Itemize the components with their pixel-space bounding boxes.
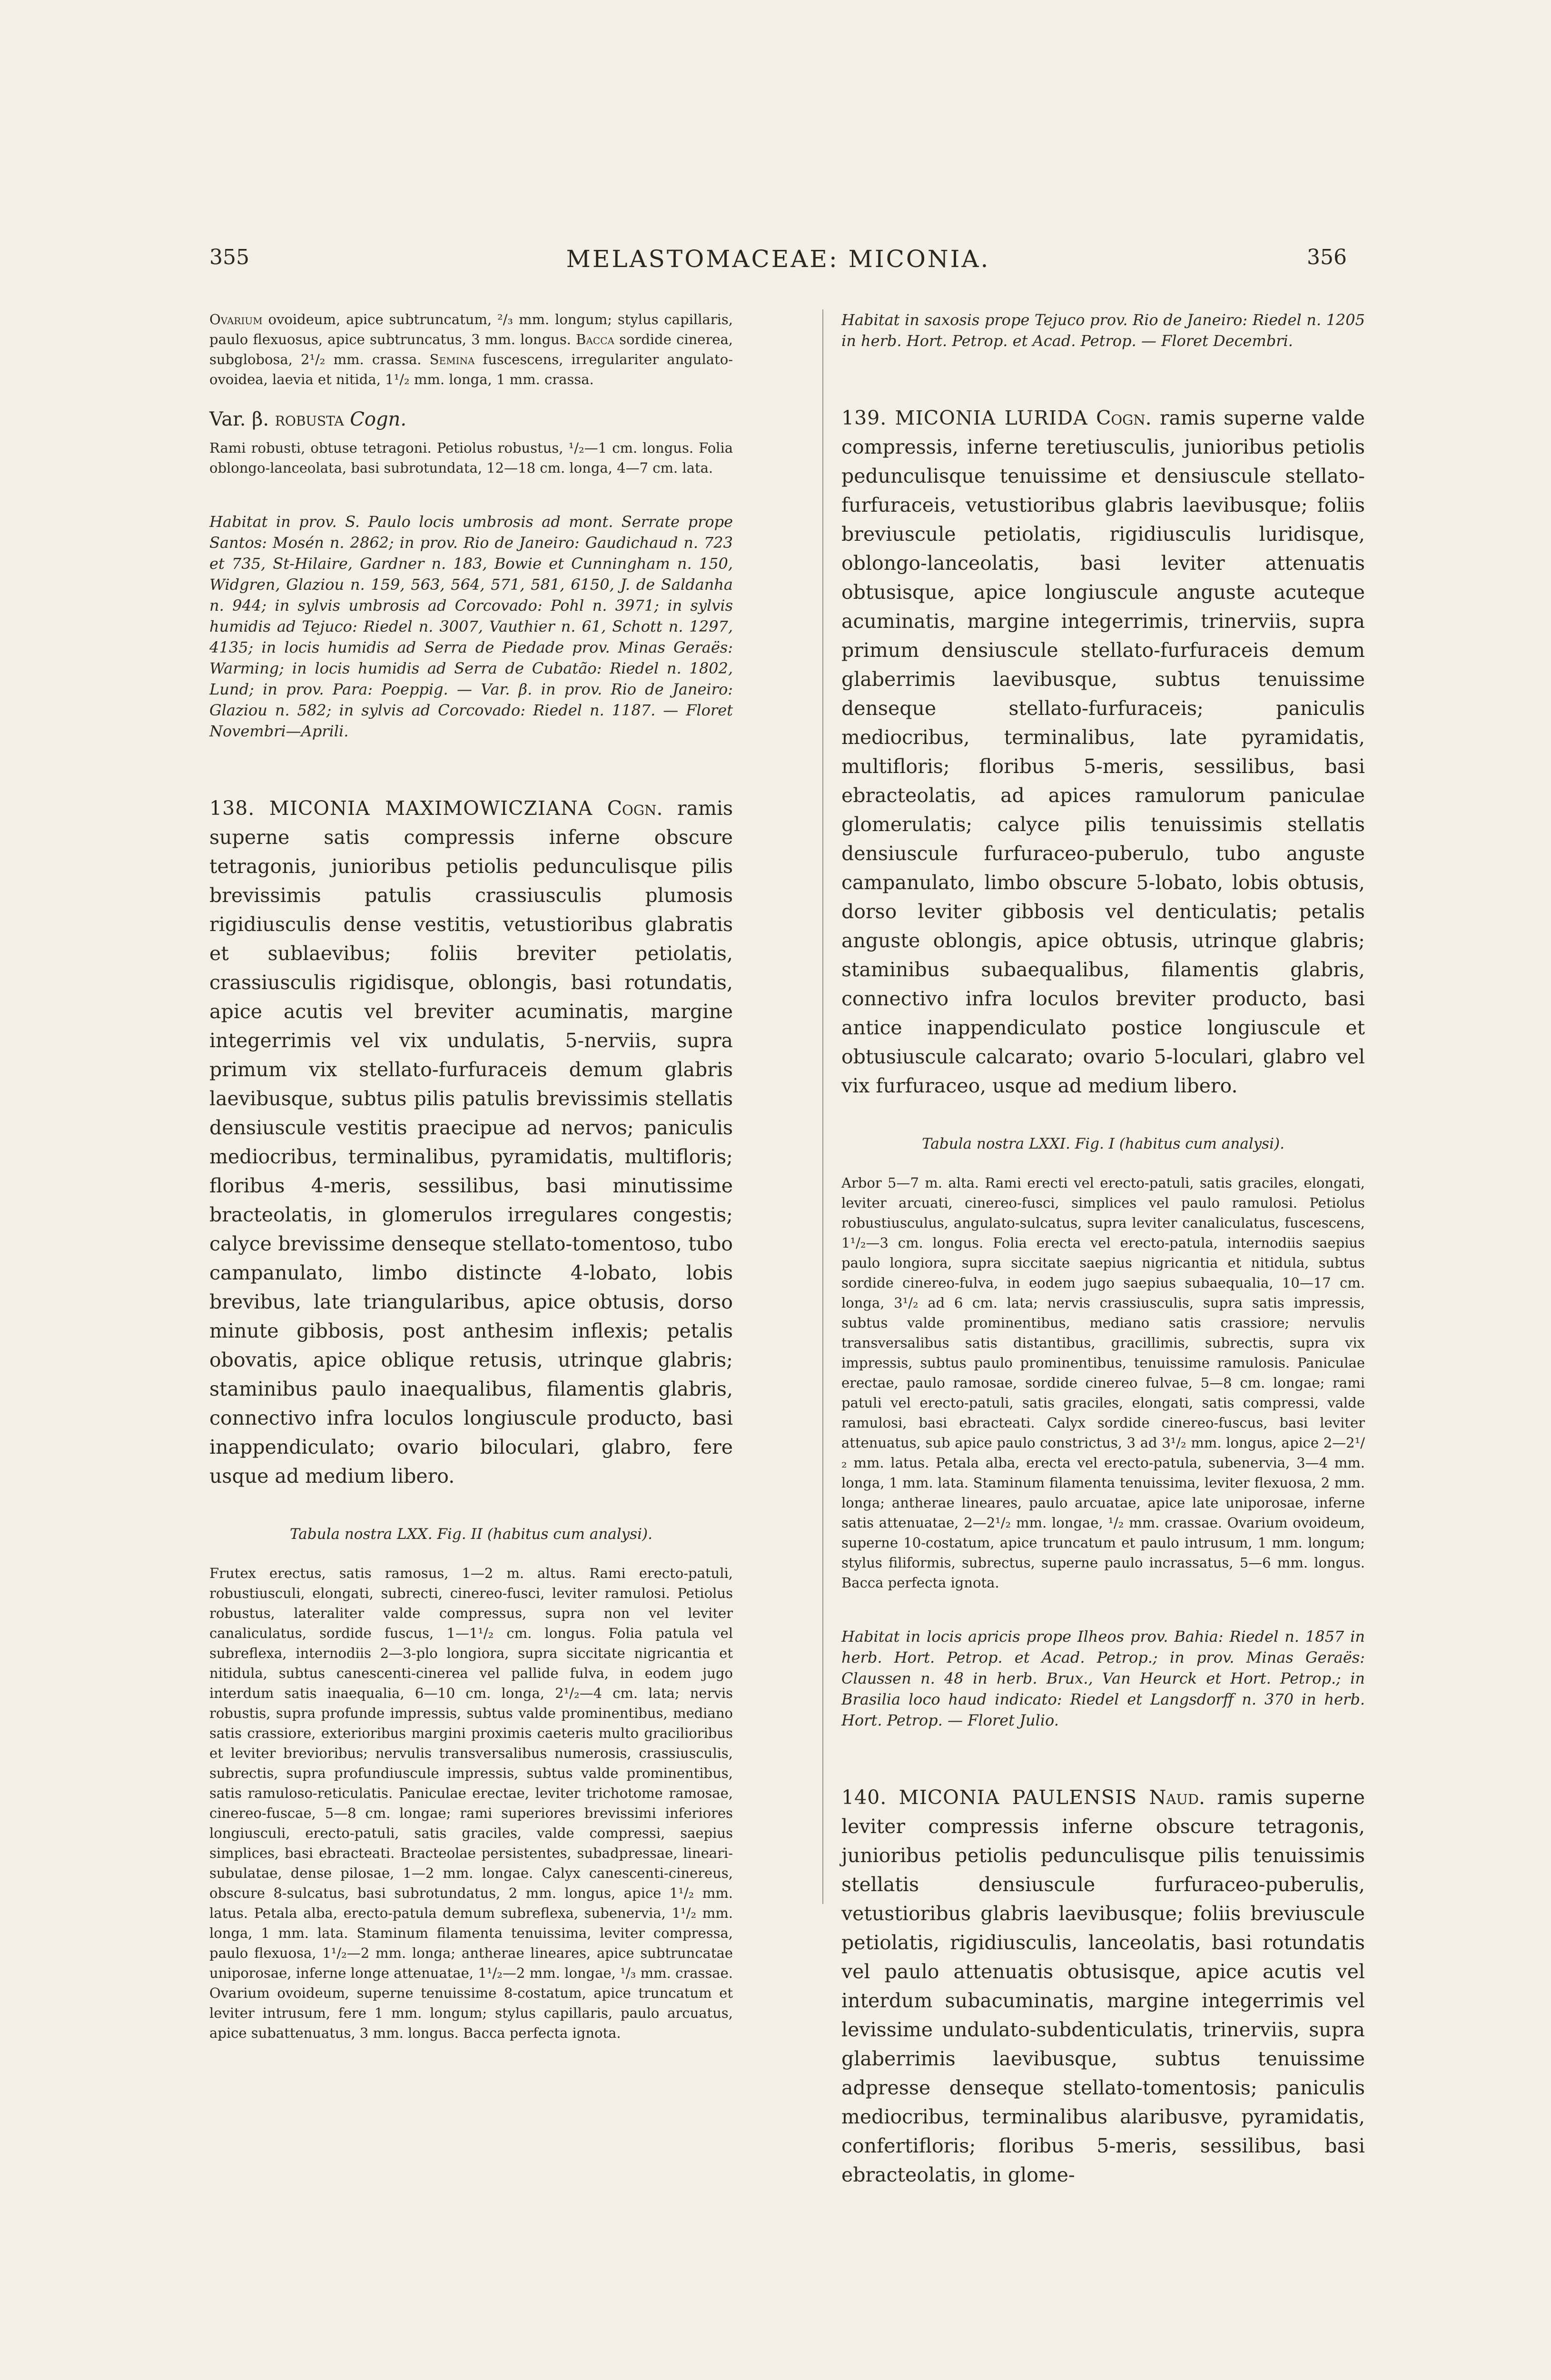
species-139-author: Cogn. <box>1096 407 1152 429</box>
species-138-text: ramis superne satis compressis inferne obscure tetragonis, junioribus petiolis pedunculisque pilis brevissimis patulis crassiusculis plumosis rigidiusculis dense vestitis, vetustioribus glabratis et sublaevibus; foliis breviter petiolatis, crassiusculis rigidisque, oblongis, basi rotundatis, apice acutis vel breviter acuminatis, margine integerrimis vel vix undulatis, 5-nerviis, supra primum vix stellato-furfuraceis demum glabris laevibusque, subtus pilis patulis brevissimis stellatis densiuscule vestitis praecipue ad nervos; paniculis mediocribus, terminalibus, pyramidatis, multifloris; floribus 4-meris, sessilibus, basi minutissime bracteolatis, in glomerulos irregulares congestis; calyce brevissime denseque stellato-tomentoso, tubo campanulato, limbo distincte 4-lobato, lobis brevibus, late triangularibus, apice obtusis, dorso minute gibbosis, post anthesim inflexis; petalis obovatis, apice oblique retusis, utrinque glabris; staminibus paulo inaequalibus, filamentis glabris, connectivo infra loculos longiuscule producto, basi inappendiculato; ovario biloculari, glabro, fere usque ad medium libero. <box>209 797 733 1488</box>
term-ovarium: Ovarium <box>209 311 263 327</box>
variety-description: Rami robusti, obtuse tetragoni. Petiolus robustus, ¹/₂—1 cm. longus. Folia oblongo-lanceolata, basi subrotundata, 12—18 cm. longa, 4—7 cm. lata. <box>209 440 733 476</box>
species-140-diagnosis <box>841 1783 1365 2190</box>
page-header <box>209 245 1347 283</box>
species-139-text: ramis superne valde compressis, inferne teretiusculis, junioribus petiolis pedunculisque tenuissime et densiuscule stellato-furfuraceis, vetustioribus glabris laevibusque; foliis breviuscule petiolatis, rigidiusculis luridisque, oblongo-lanceolatis, basi leviter attenuatis obtusisque, apice longiuscule anguste acuteque acuminatis, margine integerrimis, trinerviis, supra primum densiuscule stellato-furfuraceis demum glaberrimis laevibusque, subtus tenuissime denseque stellato-furfuraceis; paniculis mediocribus, terminalibus, late pyramidatis, multifloris; floribus 5-meris, sessilibus, basi ebracteolatis, ad apices ramulorum paniculae glomerulatis; calyce pilis tenuissimis stellatis densiuscule furfuraceo-puberulo, tubo anguste campanulato, limbo obscure 5-lobato, lobis obtusis, dorso leviter gibbosis vel denticulatis; petalis anguste oblongis, apice obtusis, utrinque glabris; staminibus subaequalibus, filamentis glabris, connectivo infra loculos breviter producto, basi antice inappendiculato postice longiuscule et obtusiuscule calcarato; ovario 5-loculari, glabro vel vix furfuraceo, usque ad medium libero. <box>841 407 1365 1097</box>
species-139-diagnosis <box>841 404 1365 1101</box>
species-139-plate-reference: Tabula nostra LXXI. Fig. I (habitus cum analysi). <box>922 1135 1284 1152</box>
variety-heading <box>209 408 733 430</box>
variety-author: Cogn. <box>350 408 407 430</box>
variety-label: Var. β. <box>209 408 269 430</box>
ovarium-paragraph <box>209 309 733 389</box>
species-140-number: 140. <box>841 1786 887 1809</box>
text-semina: fuscescens, irregulariter angulato-ovoidea, laevia et nitida, 1¹/₂ mm. longa, 1 mm. crassa. <box>209 351 733 387</box>
species-138-plate-reference: Tabula nostra LXX. Fig. II (habitus cum analysi). <box>290 1526 652 1543</box>
species-138-number: 138. <box>209 797 255 820</box>
species-138-diagnosis <box>209 794 733 1491</box>
habitat-top-paragraph: Habitat in saxosis prope Tejuco prov. Rio de Janeiro: Riedel n. 1205 in herb. Hort. Petrop. et Acad. Petrop. — Floret Decembri. <box>841 311 1365 350</box>
species-138-author: Cogn. <box>607 797 663 820</box>
species-138-name: MICONIA MAXIMOWICZIANA <box>269 797 593 820</box>
term-bacca: Bacca <box>576 331 614 347</box>
left-column <box>209 309 733 2043</box>
species-139-description: Arbor 5—7 m. alta. Rami erecti vel erecto-patuli, satis graciles, elongati, leviter arcuati, cinereo-fusci, simplices vel paulo ramulosi. Petiolus robustiusculus, angulato-sulcatus, supra leviter canaliculatus, fuscescens, 1¹/₂—3 cm. longus. Folia erecta vel erecto-patula, internodiis saepius paulo longiora, supra siccitate saepius nigricantia et nitidula, subtus sordide cinereo-fulva, in eodem jugo saepius subaequalia, 10—17 cm. longa, 3¹/₂ ad 6 cm. lata; nervis crassiusculis, supra satis impressis, subtus valde prominentibus, mediano satis crassiore; nervulis transversalibus satis distantibus, gracillimis, subrectis, supra vix impressis, subtus paulo prominentibus, tenuissime ramulosis. Paniculae erectae, paulo ramosae, sordide cinereo fulvae, 5—8 cm. longae; rami patuli vel erecto-patuli, satis graciles, elongati, satis compressi, valde ramulosi, basi ebracteati. Calyx sordide cinereo-fuscus, basi leviter attenuatus, sub apice paulo constrictus, 3 ad 3¹/₂ mm. longus, apice 2—2¹/₂ mm. latus. Petala alba, erecta vel erecto-patula, subenervia, 3—4 mm. longa, 1 mm. lata. Staminum filamenta tenuissima, leviter flexuosa, 2 mm. longa; antherae lineares, paulo arcuatae, apice late uniporosae, inferne satis attenuatae, 2—2¹/₂ mm. longae, ¹/₂ mm. crassae. Ovarium ovoideum, superne 10-costatum, apice truncatum et paulo intrusum, 1 mm. longum; stylus filiformis, subrectus, superne paulo incrassatus, 5—6 mm. longus. Bacca perfecta ignota. <box>841 1175 1365 1591</box>
habitat-paragraph: Habitat in prov. S. Paulo locis umbrosis ad mont. Serrate prope Santos: Mosén n. 2862; in prov. Rio de Janeiro: Gaudichaud n. 723 et 735, St-Hilaire, Gardner n. 183, Bowie et Cunningham n. 150, Widgren, Glaziou n. 159, 563, 564, 571, 581, 6150, J. de Saldanha n. 944; in sylvis umbrosis ad Corcovado: Pohl n. 3971; in sylvis humidis ad Tejuco: Riedel n. 3007, Vauthier n. 61, Schott n. 1297, 4135; in locis humidis ad Serra de Piedade prov. Minas Geraës: Warming; in locis humidis ad Serra de Cubatão: Riedel n. 1802, Lund; in prov. Para: Poeppig. — Var. β. in prov. Rio de Janeiro: Glaziou n. 582; in sylvis ad Corcovado: Riedel n. 1187. — Floret Novembri—Aprili. <box>209 513 733 740</box>
species-139-name: MICONIA LURIDA <box>895 407 1088 429</box>
page-number-right: 356 <box>1307 245 1347 269</box>
text-bacca: sordide cinerea, subglobosa, 2¹/₂ mm. crassa. <box>209 331 733 367</box>
term-semina: Semina <box>429 351 475 367</box>
species-140-name: MICONIA PAULENSIS <box>899 1786 1137 1809</box>
running-title: MELASTOMACEAE: MICONIA. <box>566 245 990 273</box>
page-number-left: 355 <box>209 245 249 269</box>
species-140-author: Naud. <box>1149 1786 1205 1809</box>
column-divider <box>822 309 823 1904</box>
species-139-habitat: Habitat in locis apricis prope Ilheos prov. Bahia: Riedel n. 1857 in herb. Hort. Petrop. et Acad. Petrop.; in prov. Minas Geraës: Claussen n. 48 in herb. Brux., Van Heurck et Hort. Petrop.; in Brasilia loco haud indicato: Riedel et Langsdorff n. 370 in herb. Hort. Petrop. — Floret Julio. <box>841 1627 1365 1729</box>
species-138-description: Frutex erectus, satis ramosus, 1—2 m. altus. Rami erecto-patuli, robustiusculi, elongati, subrecti, cinereo-fusci, leviter ramulosi. Petiolus robustus, lateraliter valde compressus, supra non vel leviter canaliculatus, sordide fuscus, 1—1¹/₂ cm. longus. Folia patula vel subreflexa, internodiis 2—3-plo longiora, supra siccitate nigricantia et nitidula, subtus canescenti-cinerea vel pallide fulva, in eodem jugo interdum satis inaequalia, 6—10 cm. longa, 2¹/₂—4 cm. lata; nervis robustis, supra profunde impressis, subtus valde prominentibus, mediano satis crassiore, exterioribus margini proximis caeteris multo gracilioribus et leviter brevioribus; nervulis transversalibus numerosis, crassiusculis, subrectis, supra profundiuscule impressis, subtus valde prominentibus, satis ramuloso-reticulatis. Paniculae erectae, leviter trichotome ramosae, cinereo-fuscae, 5—8 cm. longae; rami superiores brevissimi inferiores longiusculi, erecto-patuli, satis graciles, valde compressi, saepius simplices, basi ebracteati. Bracteolae persistentes, subadpressae, lineari-subulatae, dense pilosae, 1—2 mm. longae. Calyx canescenti-cinereus, obscure 8-sulcatus, basi subrotundatus, 2 mm. longus, apice 1¹/₂ mm. latus. Petala alba, erecto-patula demum subreflexa, subenervia, 1¹/₂ mm. longa, 1 mm. lata. Staminum filamenta tenuissima, leviter compressa, paulo flexuosa, 1¹/₂—2 mm. longa; antherae lineares, apice subtruncatae uniporosae, inferne longe attenuatae, 1¹/₂—2 mm. longae, ¹/₃ mm. crassae. Ovarium ovoideum, superne tenuissime 8-costatum, apice truncatum et leviter intrusum, fere 1 mm. longum; stylus capillaris, paulo arcuatus, apice subattenuatus, 3 mm. longus. Bacca perfecta ignota. <box>209 1565 733 2041</box>
text-ovarium: ovoideum, apice subtruncatum, ²/₃ mm. longum; stylus capillaris, paulo flexuosus, apice subtruncatus, 3 mm. longus. <box>209 311 733 347</box>
variety-name: robusta <box>275 408 344 430</box>
species-139-number: 139. <box>841 407 887 429</box>
right-column <box>841 309 1365 2190</box>
species-140-text: ramis superne leviter compressis inferne obscure tetragonis, junioribus petiolis pedunculisque pilis tenuissimis stellatis densiuscule furfuraceo-puberulis, vetustioribus glabris laevibusque; foliis breviuscule petiolatis, rigidiusculis, lanceolatis, basi rotundatis vel paulo attenuatis obtusisque, apice acutis vel interdum subacuminatis, margine integerrimis vel levissime undulato-subdenticulatis, trinerviis, supra glaberrimis laevibusque, subtus tenuissime adpresse denseque stellato-tomentosis; paniculis mediocribus, terminalibus alaribusve, pyramidatis, confertifloris; floribus 5-meris, sessilibus, basi ebracteolatis, in glome- <box>841 1786 1365 2186</box>
